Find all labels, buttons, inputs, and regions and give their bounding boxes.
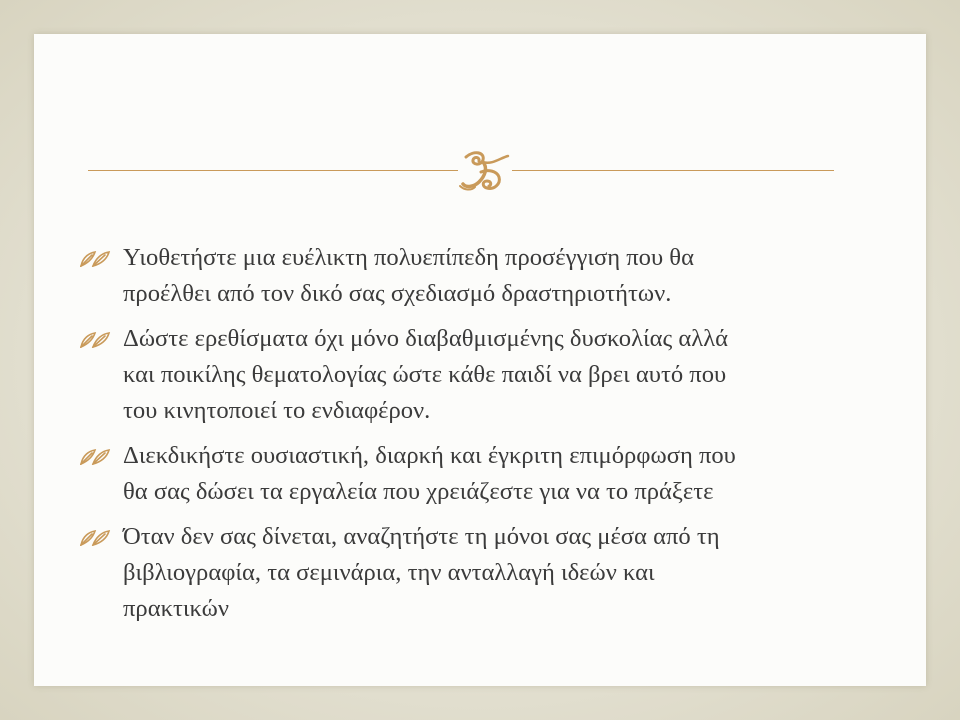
bullet-line: Δώστε ερεθίσματα όχι μόνο διαβαθμισμένης δυσκολίας αλλά (123, 325, 729, 352)
bullet-item (80, 321, 870, 429)
double-leaf-bullet-icon (80, 251, 114, 267)
title-rule-right (512, 170, 834, 171)
bullet-item (80, 240, 870, 312)
bullet-line: Όταν δεν σας δίνεται, αναζητήστε τη μόνοι σας μέσα από τη (123, 523, 720, 550)
double-leaf-bullet-icon (80, 530, 114, 546)
scroll-ornament-icon (452, 148, 514, 194)
title-rule-left (88, 170, 458, 171)
double-leaf-bullet-icon (80, 332, 114, 348)
bullet-line: και ποικίλης θεματολογίας ώστε κάθε παιδί να βρει αυτό που (123, 361, 727, 388)
bullet-line: πρακτικών (123, 595, 229, 622)
bullet-item (80, 519, 870, 627)
double-leaf-bullet-icon (80, 449, 114, 465)
bullet-line: Υιοθετήστε μια ευέλικτη πολυεπίπεδη προσέγγιση που θα (123, 244, 694, 271)
bullet-item (80, 438, 870, 510)
bullet-line: θα σας δώσει τα εργαλεία που χρειάζεστε για να το πράξετε (123, 478, 714, 505)
bullet-line: Διεκδικήστε ουσιαστική, διαρκή και έγκριτη επιμόρφωση που (123, 442, 736, 469)
bullet-line: του κινητοποιεί το ενδιαφέρον. (123, 397, 431, 424)
bullet-line: βιβλιογραφία, τα σεμινάρια, την ανταλλαγή ιδεών και (123, 559, 655, 586)
bullet-list (80, 240, 870, 636)
bullet-line: προέλθει από τον δικό σας σχεδιασμό δραστηριοτήτων. (123, 280, 672, 307)
